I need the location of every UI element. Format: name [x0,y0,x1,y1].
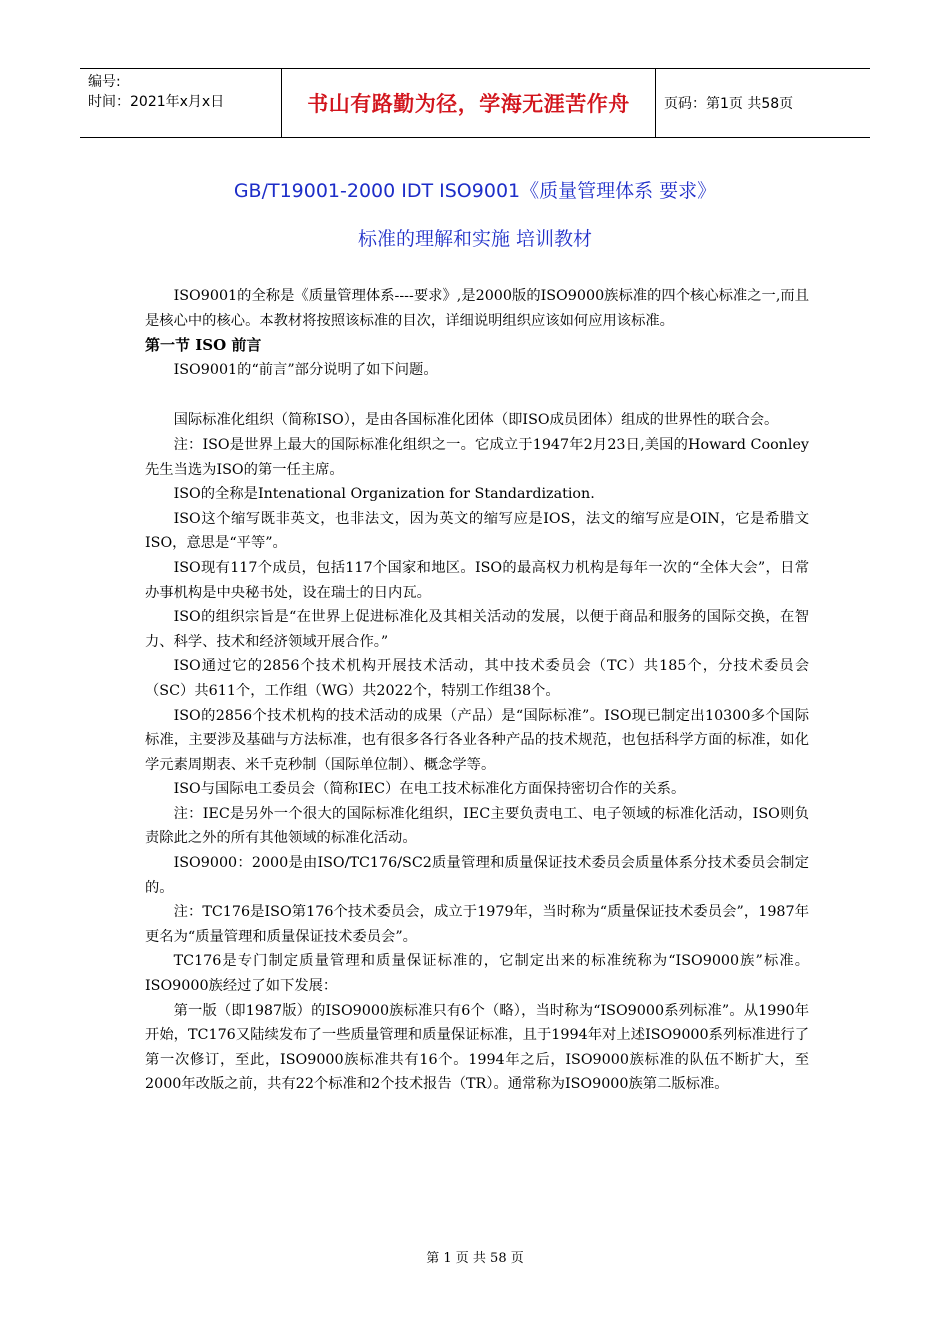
body-paragraph: ISO现有117个成员，包括117个国家和地区。ISO的最高权力机构是每年一次的“全体大会”，日常办事机构是中央秘书处，设在瑞士的日内瓦。 [145,559,809,601]
body-paragraph: ISO9000：2000是由ISO/TC176/SC2质量管理和质量保证技术委员会质量体系分技术委员会制定的。 [145,855,809,896]
body-paragraph: ISO的2856个技术机构的技术活动的成果（产品）是“国际标准”。ISO现已制定出10300多个国际标准，主要涉及基础与方法标准，也有很多各行各业各种产品的技术规范，也包括科学方面的标准，如化学元素周期表、米千克秒制（国际单位制）、概念学等。 [145,707,809,773]
body-paragraph: ISO的全称是Intenational Organization for Standardization. [173,486,595,503]
document-number-label: 编号: [88,74,121,90]
body-paragraph: ISO与国际电工委员会（简称IEC）在电工技术标准化方面保持密切合作的关系。 [173,781,686,798]
body-paragraph: TC176是专门制定质量管理和质量保证标准的，它制定出来的标准统称为“ISO9000族”标准。ISO9000族经过了如下发展： [145,953,809,995]
header-motto: 书山有路勤为径，学海无涯苦作舟 [282,69,656,137]
body-paragraph: ISO这个缩写既非英文，也非法文，因为英文的缩写应是IOS，法文的缩写应是OIN，它是希腊文ISO，意思是“平等”。 [145,510,809,552]
body-paragraph: 第一版（即1987版）的ISO9000族标准只有6个（略），当时称为“ISO9000系列标准”。从1990年开始，TC176又陆续发布了一些质量管理和质量保证标准，且于1994年对上述ISO9000系列标准进行了第一次修订，至此，ISO9000族标准共有16个。1994年之后，ISO9000族标准的队伍不断扩大，至2000年改版之前，共有22个标准和2个技术报告（TR）。通常称为ISO9000族第二版标准。 [145,1002,809,1093]
document-date: 时间：2021年x月x日 [88,94,225,110]
body-paragraph: ISO9001的“前言”部分说明了如下问题。 [173,361,438,378]
body-paragraph: 国际标准化组织（简称ISO），是由各国标准化团体（即ISO成员团体）组成的世界性的联合会。 [173,412,779,429]
document-subtitle: 标准的理解和实施 培训教材 [357,228,593,250]
page-footer: 第 1 页 共 58 页 [426,1251,524,1266]
document-title: GB/T19001-2000 IDT ISO9001《质量管理体系 要求》 [233,180,717,202]
header-page-info: 页码：第1页 共58页 [664,96,794,112]
body-paragraph: 注：ISO是世界上最大的国际标准化组织之一。它成立于1947年2月23日,美国的Howard Coonley 先生当选为ISO的第一任主席。 [145,436,809,478]
body-paragraph: 注：IEC是另外一个很大的国际标准化组织，IEC主要负责电工、电子领域的标准化活动，ISO则负责除此之外的所有其他领域的标准化活动。 [145,805,809,847]
body-paragraph: ISO的组织宗旨是“在世界上促进标准化及其相关活动的发展，以便于商品和服务的国际交换，在智力、科学、技术和经济领域开展合作。” [145,609,809,650]
body-paragraph: ISO通过它的2856个技术机构开展技术活动，其中技术委员会（TC）共185个，分技术委员会（SC）共611个，工作组（WG）共2022个，特别工作组38个。 [145,658,809,699]
intro-paragraph: ISO9001的全称是《质量管理体系----要求》,是2000版的ISO9000族标准的四个核心标准之一,而且是核心中的核心。本教材将按照该标准的目次，详细说明组织应该如何应用该标准。 [145,288,809,329]
body-paragraph: 注：TC176是ISO第176个技术委员会，成立于1979年，当时称为“质量保证技术委员会”，1987年更名为“质量管理和质量保证技术委员会”。 [145,904,809,945]
page-header [80,68,870,138]
document-body [145,284,809,1097]
header-meta [80,69,282,137]
section-title: 第一节 ISO 前言 [145,336,262,355]
